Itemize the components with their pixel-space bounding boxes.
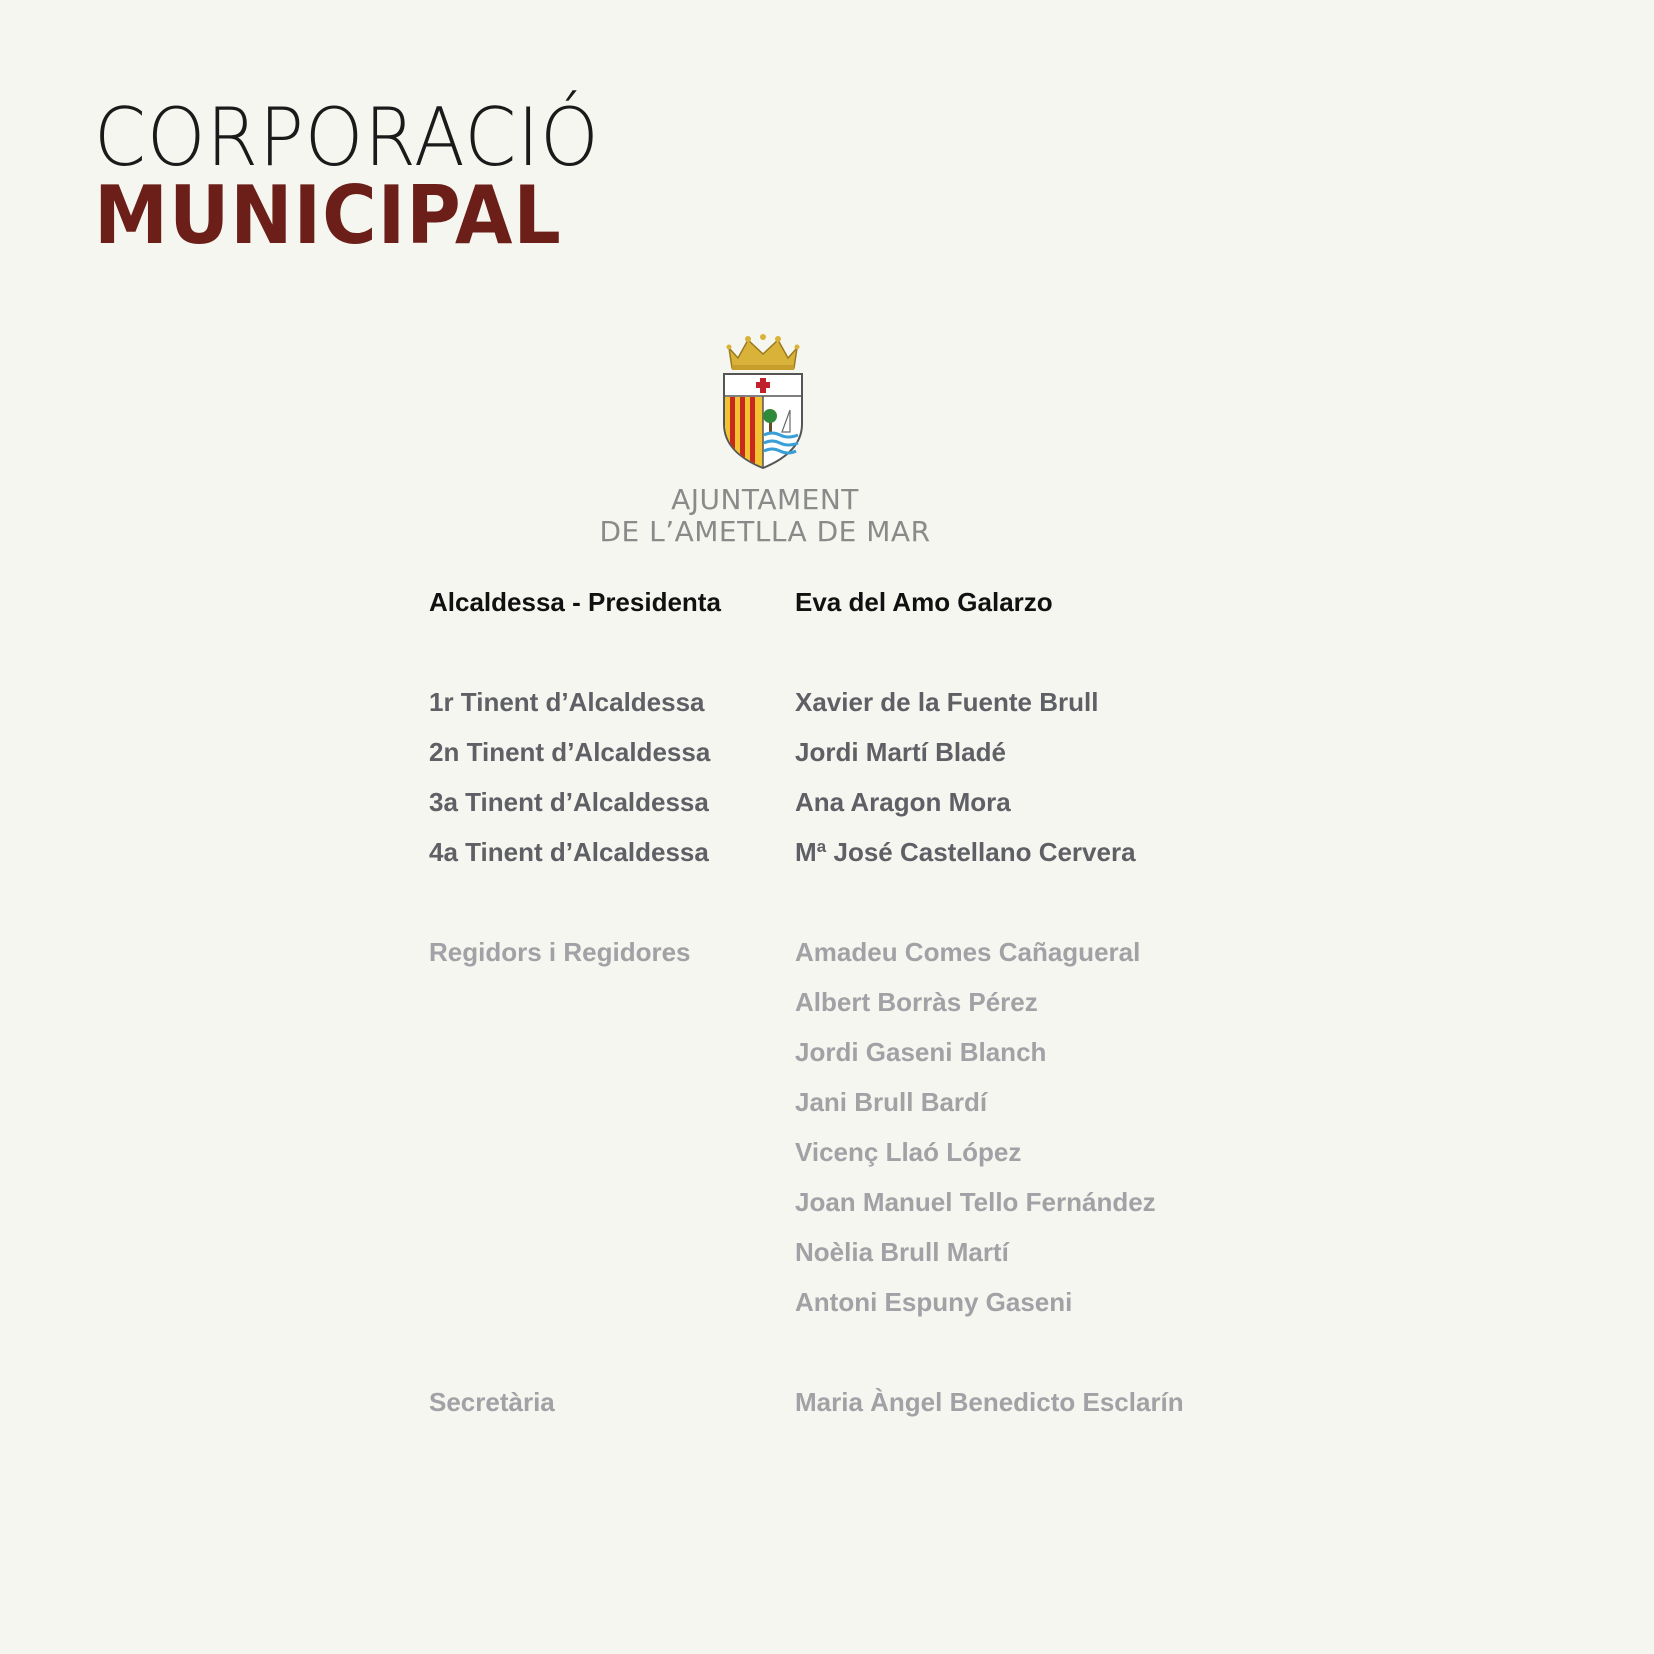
title-line-1: CORPORACIÓ — [94, 91, 600, 184]
role-label: Alcaldessa - Presidenta — [429, 587, 721, 617]
member-name: Vicenç Llaó López — [795, 1137, 1022, 1167]
role-label: Regidors i Regidores — [429, 937, 691, 967]
municipality-name — [565, 484, 965, 548]
title-line-2: MUNICIPAL — [94, 169, 562, 262]
role-label: 3a Tinent d’Alcaldessa — [429, 787, 709, 817]
role-label: 4a Tinent d’Alcaldessa — [429, 837, 709, 867]
member-name: Joan Manuel Tello Fernández — [795, 1187, 1156, 1217]
member-name: Eva del Amo Galarzo — [795, 587, 1053, 617]
role-label: 2n Tinent d’Alcaldessa — [429, 737, 711, 767]
member-name: Amadeu Comes Cañagueral — [795, 937, 1141, 967]
member-name: Noèlia Brull Martí — [795, 1237, 1009, 1267]
role-label: Secretària — [429, 1387, 555, 1417]
member-name: Mª José Castellano Cervera — [795, 837, 1136, 867]
coat-of-arms-crest-icon — [720, 334, 806, 470]
roster-row-councillor-5 — [429, 1137, 1329, 1177]
member-name: Maria Àngel Benedicto Esclarín — [795, 1387, 1184, 1417]
member-name: Jani Brull Bardí — [795, 1087, 988, 1117]
roster-row-deputy-3 — [429, 787, 1329, 827]
roster-row-councillor-3 — [429, 1037, 1329, 1077]
roster-row-councillor-6 — [429, 1187, 1329, 1227]
roster-row-mayor — [429, 587, 1329, 627]
roster-row-deputy-1 — [429, 687, 1329, 727]
role-label: 1r Tinent d’Alcaldessa — [429, 687, 705, 717]
roster-row-deputy-4 — [429, 837, 1329, 877]
roster-row-secretary — [429, 1387, 1329, 1427]
shield-icon — [724, 374, 802, 469]
roster-row-deputy-2 — [429, 737, 1329, 777]
roster-row-councillor-8 — [429, 1287, 1329, 1327]
crown-icon — [727, 334, 800, 370]
member-name: Jordi Gaseni Blanch — [795, 1037, 1047, 1067]
member-name: Ana Aragon Mora — [795, 787, 1011, 817]
page-title — [94, 91, 638, 262]
municipality-name-line-2: DE L’AMETLLA DE MAR — [599, 515, 931, 548]
municipality-name-line-1: AJUNTAMENT — [671, 483, 859, 516]
member-name: Antoni Espuny Gaseni — [795, 1287, 1073, 1317]
roster-row-councillor-1 — [429, 937, 1329, 977]
member-name: Albert Borràs Pérez — [795, 987, 1038, 1017]
member-name: Xavier de la Fuente Brull — [795, 687, 1099, 717]
member-name: Jordi Martí Bladé — [795, 737, 1006, 767]
roster-row-councillor-2 — [429, 987, 1329, 1027]
roster-row-councillor-4 — [429, 1087, 1329, 1127]
roster-row-councillor-7 — [429, 1237, 1329, 1277]
